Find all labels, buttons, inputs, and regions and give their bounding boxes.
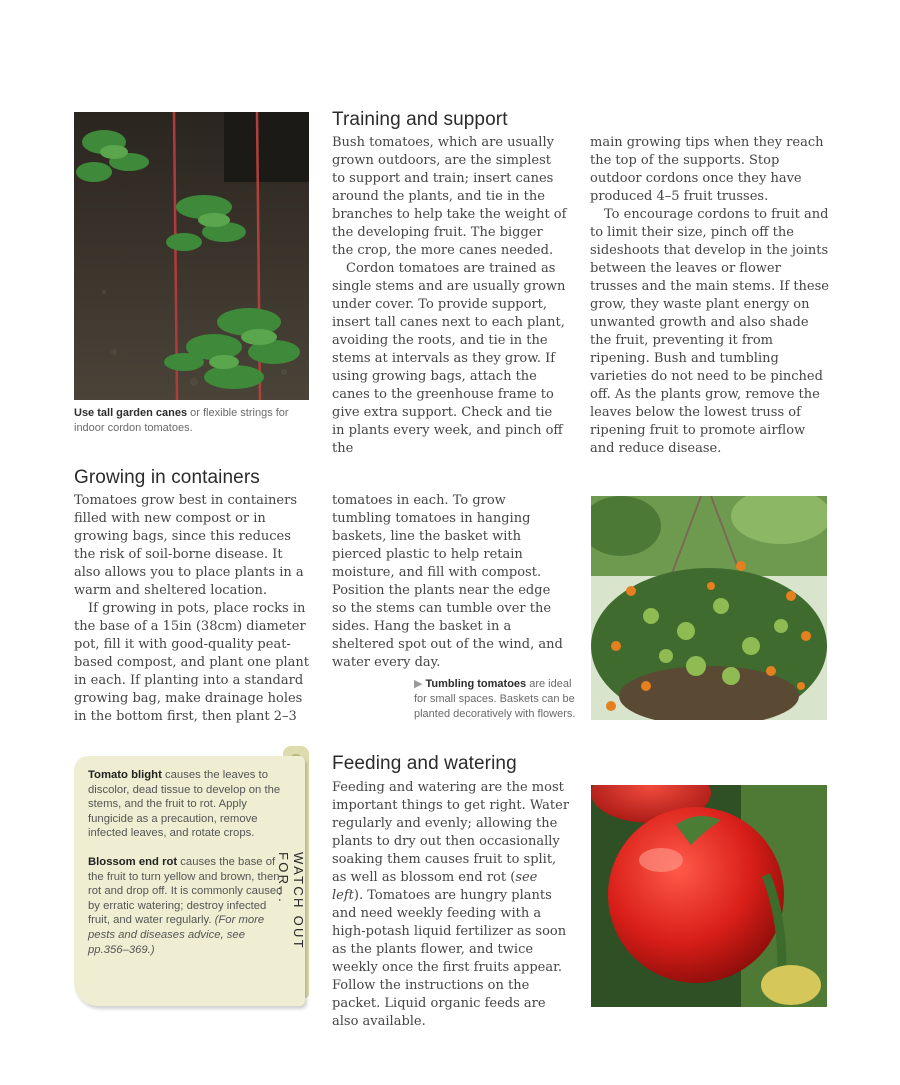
paragraph: Cordon tomatoes are trained as single stems and are usually grown under cover. To provide support, insert tall canes next to each plant, avoiding the roots, and tie in the stems at intervals as they grow. If using growing bags, attach the canes to the greenhouse frame to give extra support. Check and tie in plants every week, and pinch off the: [332, 261, 566, 456]
arrow-icon: ▶: [414, 678, 423, 690]
paragraph: If growing in pots, place rocks in the base of a 15in (38cm) diameter pot, fill it with good-quality peat-based compost, and plant one plant in each. If planting into a standard growing bag, make drainage holes in the bottom first, then plant 2–3: [74, 601, 310, 724]
paragraph: Tomatoes grow best in containers filled with new compost or in growing bags, since this reduces the risk of soil-borne disease. It also allows you to place plants in a warm and sheltered location.: [74, 493, 304, 598]
training-heading: Training and support: [332, 109, 508, 130]
training-column-2: [590, 134, 830, 458]
feeding-column: [332, 779, 572, 1031]
tip-item-blossom-end-rot: Blossom end rot causes the base of the fruit to turn yellow and brown, then rot and drop off. It is commonly caused by erratic watering; destroy infected fruit, and water regularly. (For more pests and diseases advice, see pp.356–369.): [88, 855, 283, 956]
paragraph: tomatoes in each. To grow tumbling tomatoes in hanging baskets, line the basket with pierced plastic to help retain moisture, and fill with compost. Position the plants near the edge so the stems can tumble over the sides. Hang the basket in a sheltered spot out of the wind, and water every day.: [332, 493, 563, 670]
paragraph: main growing tips when they reach the top of the supports. Stop outdoor cordons once they have produced 4–5 fruit trusses.: [590, 135, 824, 204]
paragraph: Bush tomatoes, which are usually grown outdoors, are the simplest to support and train; insert canes around the plants, and tie in the branches to help take the weight of the developing fruit. The bigger the crop, the more canes needed.: [332, 135, 567, 258]
tip-item-blight: Tomato blight causes the leaves to discolor, dead tissue to develop on the stems, and the fruit to rot. Apply fungicide as a precaution, remove infected leaves, and rotate crops.: [88, 769, 281, 840]
watch-out-text: [88, 768, 283, 971]
cordon-tomatoes-photo: [74, 112, 309, 400]
training-column-1: [332, 134, 568, 458]
containers-column-1: [74, 492, 312, 726]
watch-out-label: WATCH OUT FOR...: [276, 852, 306, 950]
feeding-heading: Feeding and watering: [332, 753, 517, 774]
red-tomato-photo: [591, 785, 827, 1007]
paragraph: Feeding and watering are the most important things to get right. Water regularly and evenly; allowing the plants to dry out then occasionally soaking them causes fruit to split, as well as blossom end rot (see left). Tomatoes are hungry plants and need weekly feeding with a high-potash liquid fertilizer as soon as the plants flower, and twice weekly once the first fruits appear. Follow the instructions on the packet. Liquid organic feeds are also available.: [332, 780, 570, 1029]
hanging-basket-photo: [591, 496, 827, 720]
paragraph: To encourage cordons to fruit and to limit their size, pinch off the sideshoots that develop in the joints between the leaves or flower trusses and the main stems. If these grow, they waste plant energy on unwanted growth and also shade the fruit, preventing it from ripening. Bush and tumbling varieties do not need to be pinched off. As the plants grow, remove the leaves below the lowest truss of ripening fruit to promote airflow and reduce disease.: [590, 207, 829, 456]
containers-column-2: [332, 492, 564, 672]
cordon-photo-caption: Use tall garden canes or flexible strings for indoor cordon tomatoes.: [74, 407, 289, 434]
containers-heading: Growing in containers: [74, 467, 260, 488]
basket-photo-caption: ▶ Tumbling tomatoes are ideal for small spaces. Baskets can be planted decoratively with flowers.: [414, 678, 576, 720]
